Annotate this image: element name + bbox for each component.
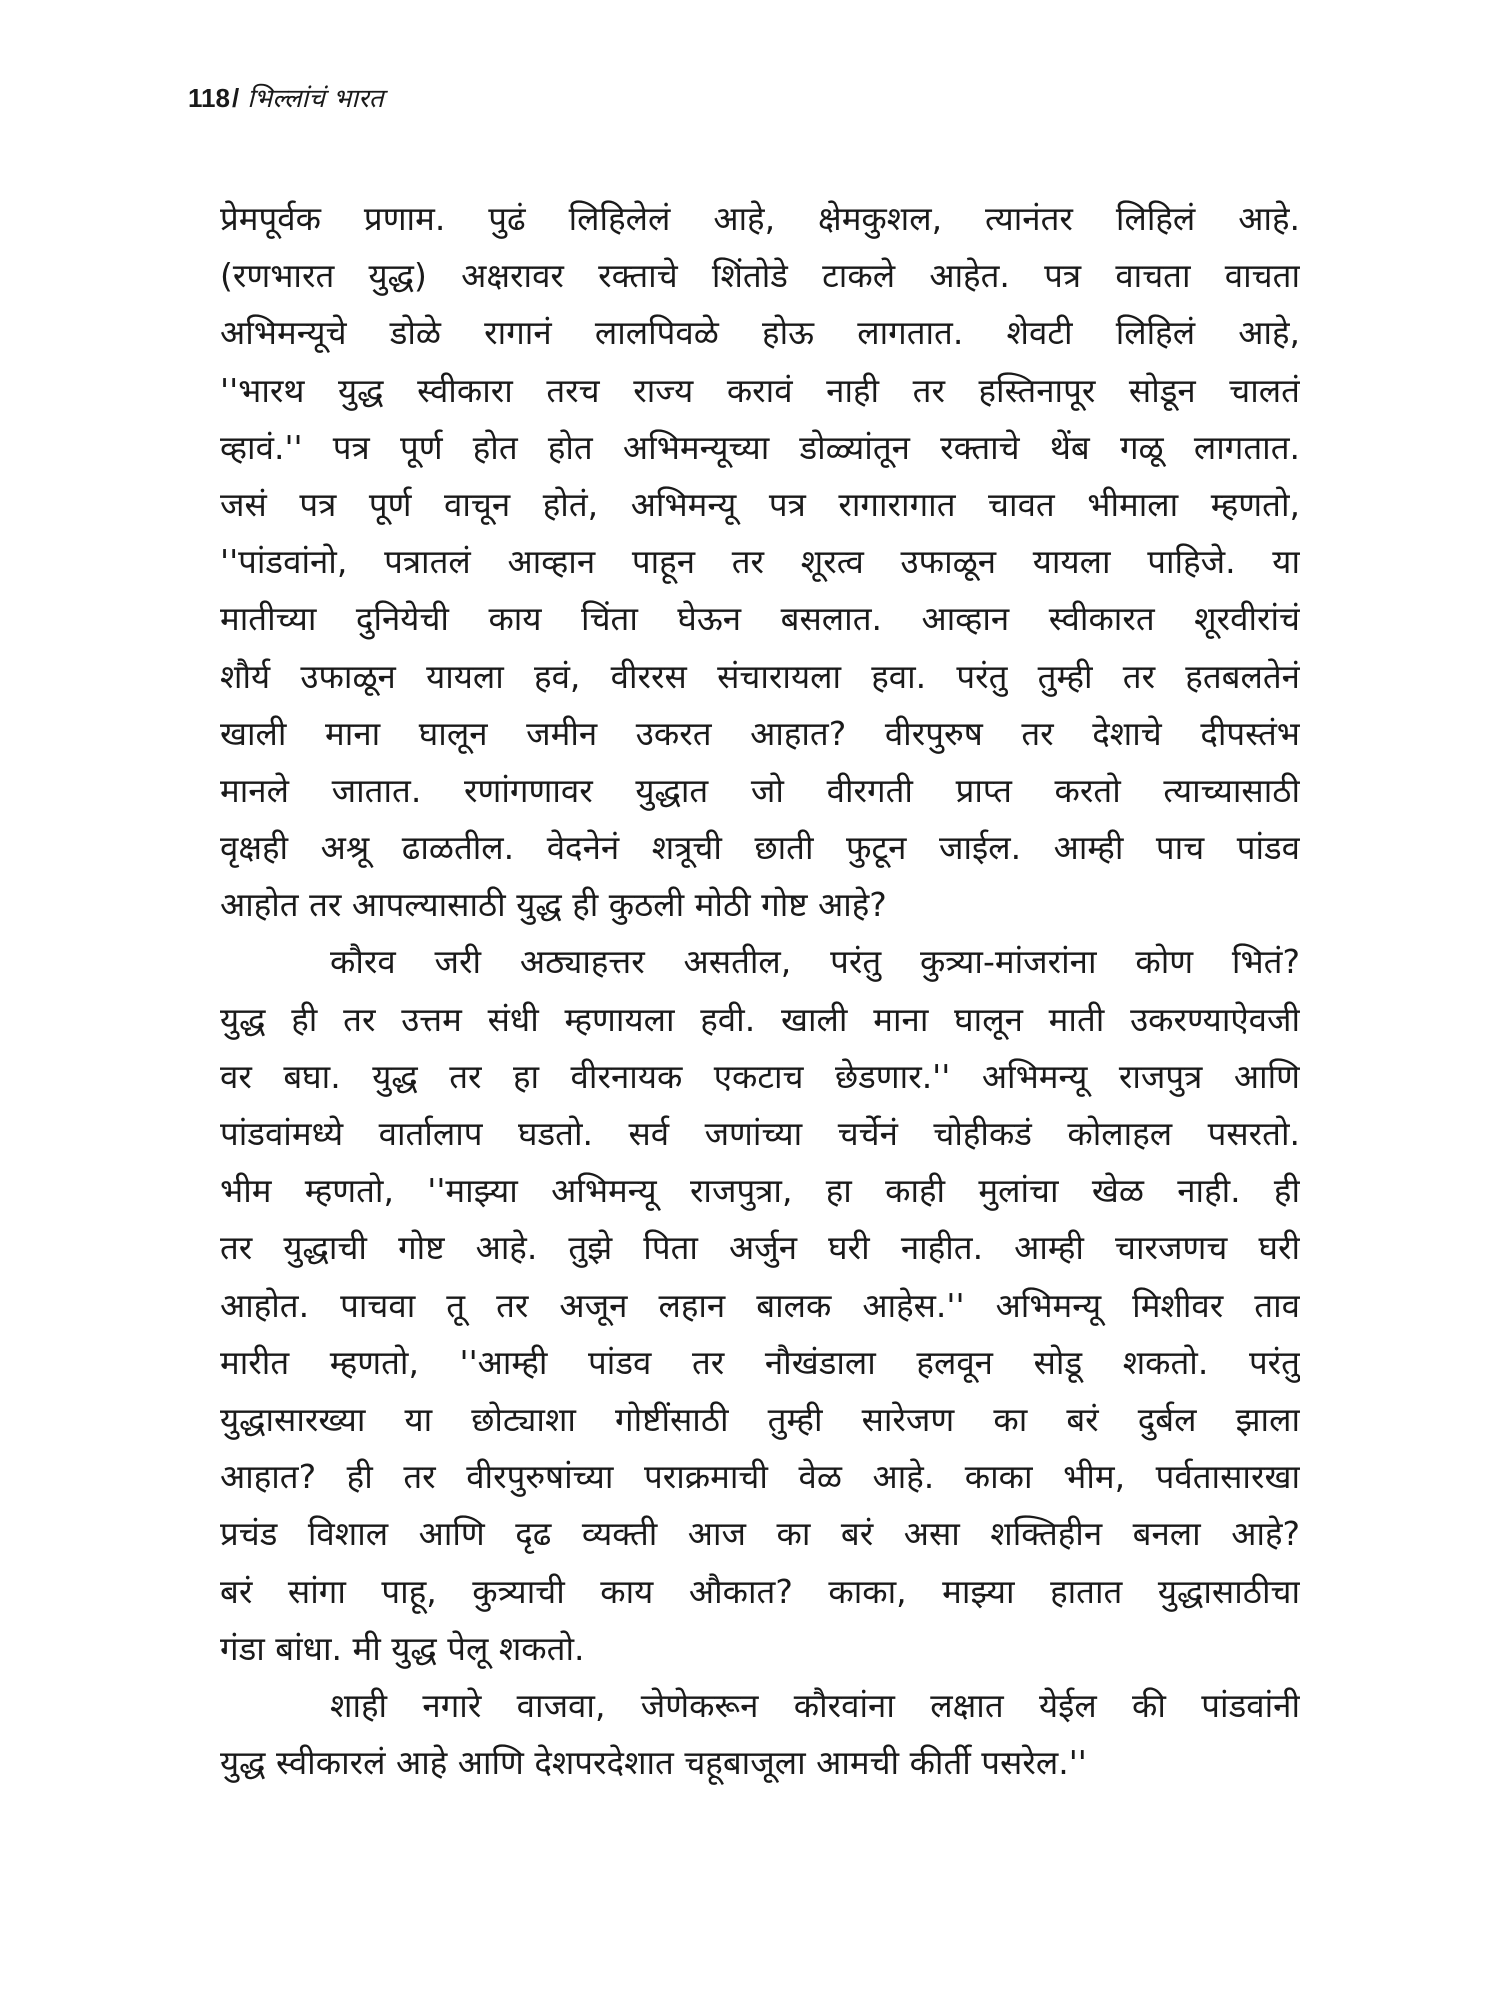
- text-line: आहोत तर आपल्यासाठी युद्ध ही कुठली मोठी गोष्ट आहे?: [220, 885, 887, 925]
- text-line: व्हावं.'' पत्र पूर्ण होत होत अभिमन्यूच्या डोळ्यांतून रक्ताचे थेंब गळू लागतात.: [220, 427, 1300, 467]
- body-text: [220, 190, 1300, 1791]
- text-line: वृक्षही अश्रू ढाळतील. वेदनेनं शत्रूची छाती फुटून जाईल. आम्ही पाच पांडव: [220, 828, 1300, 868]
- text-line: मानले जातात. रणांगणावर युद्धात जो वीरगती प्राप्त करतो त्याच्यासाठी: [220, 770, 1300, 810]
- text-line: अभिमन्यूचे डोळे रागानं लालपिवळे होऊ लागतात. शेवटी लिहिलं आहे,: [220, 313, 1300, 353]
- text-line: कौरव जरी अठ्याहत्तर असतील, परंतु कुत्र्या-मांजरांना कोण भितं?: [330, 942, 1300, 982]
- text-line: मारीत म्हणतो, ''आम्ही पांडव तर नौखंडाला हलवून सोडू शकतो. परंतु: [220, 1342, 1300, 1382]
- text-line: युद्धासारख्या या छोट्याशा गोष्टींसाठी तुम्ही सारेजण का बरं दुर्बल झाला: [220, 1399, 1300, 1439]
- header-separator: /: [231, 83, 240, 113]
- text-line: युद्ध ही तर उत्तम संधी म्हणायला हवी. खाली माना घालून माती उकरण्याऐवजी: [220, 999, 1300, 1039]
- page-number: 118: [188, 83, 230, 113]
- text-line: प्रेमपूर्वक प्रणाम. पुढं लिहिलेलं आहे, क्षेमकुशल, त्यानंतर लिहिलं आहे.: [220, 199, 1300, 238]
- book-title: भिल्लांचं भारत: [247, 84, 384, 114]
- text-line: पांडवांमध्ये वार्तालाप घडतो. सर्व जणांच्या चर्चेनं चोहीकडं कोलाहल पसरतो.: [220, 1114, 1300, 1153]
- text-line: प्रचंड विशाल आणि दृढ व्यक्ती आज का बरं असा शक्तिहीन बनला आहे?: [220, 1514, 1300, 1554]
- text-line: तर युद्धाची गोष्ट आहे. तुझे पिता अर्जुन घरी नाहीत. आम्ही चारजणच घरी: [220, 1228, 1300, 1268]
- running-head: [188, 80, 384, 117]
- text-line: मातीच्या दुनियेची काय चिंता घेऊन बसलात. आव्हान स्वीकारत शूरवीरांचं: [220, 599, 1300, 639]
- text-line: (रणभारत युद्ध) अक्षरावर रक्ताचे शिंतोडे टाकले आहेत. पत्र वाचता वाचता: [220, 256, 1300, 296]
- text-line: खाली माना घालून जमीन उकरत आहात? वीरपुरुष तर देशाचे दीपस्तंभ: [220, 713, 1300, 753]
- text-line: आहोत. पाचवा तू तर अजून लहान बालक आहेस.'' अभिमन्यू मिशीवर ताव: [220, 1285, 1300, 1325]
- text-line: जसं पत्र पूर्ण वाचून होतं, अभिमन्यू पत्र रागारागात चावत भीमाला म्हणतो,: [220, 484, 1300, 524]
- text-line: भीम म्हणतो, ''माझ्या अभिमन्यू राजपुत्रा, हा काही मुलांचा खेळ नाही. ही: [220, 1171, 1300, 1211]
- text-line: बरं सांगा पाहू, कुत्र्याची काय औकात? काका, माझ्या हातात युद्धासाठीचा: [220, 1571, 1300, 1611]
- text-line: आहात? ही तर वीरपुरुषांच्या पराक्रमाची वेळ आहे. काका भीम, पर्वतासारखा: [220, 1457, 1300, 1497]
- text-line: शाही नगारे वाजवा, जेणेकरून कौरवांना लक्षात येईल की पांडवांनी: [330, 1685, 1300, 1725]
- text-line: शौर्य उफाळून यायला हवं, वीररस संचारायला हवा. परंतु तुम्ही तर हतबलतेनं: [220, 656, 1300, 696]
- text-line: युद्ध स्वीकारलं आहे आणि देशपरदेशात चहूबाजूला आमची कीर्ती पसरेल.'': [220, 1743, 1087, 1783]
- text-line: गंडा बांधा. मी युद्ध पेलू शकतो.: [220, 1628, 585, 1668]
- text-line: ''पांडवांनो, पत्रातलं आव्हान पाहून तर शूरत्व उफाळून यायला पाहिजे. या: [220, 542, 1300, 582]
- text-line: ''भारथ युद्ध स्वीकारा तरच राज्य करावं नाही तर हस्तिनापूर सोडून चालतं: [220, 370, 1300, 410]
- text-line: वर बघा. युद्ध तर हा वीरनायक एकटाच छेडणार.'' अभिमन्यू राजपुत्र आणि: [220, 1056, 1300, 1096]
